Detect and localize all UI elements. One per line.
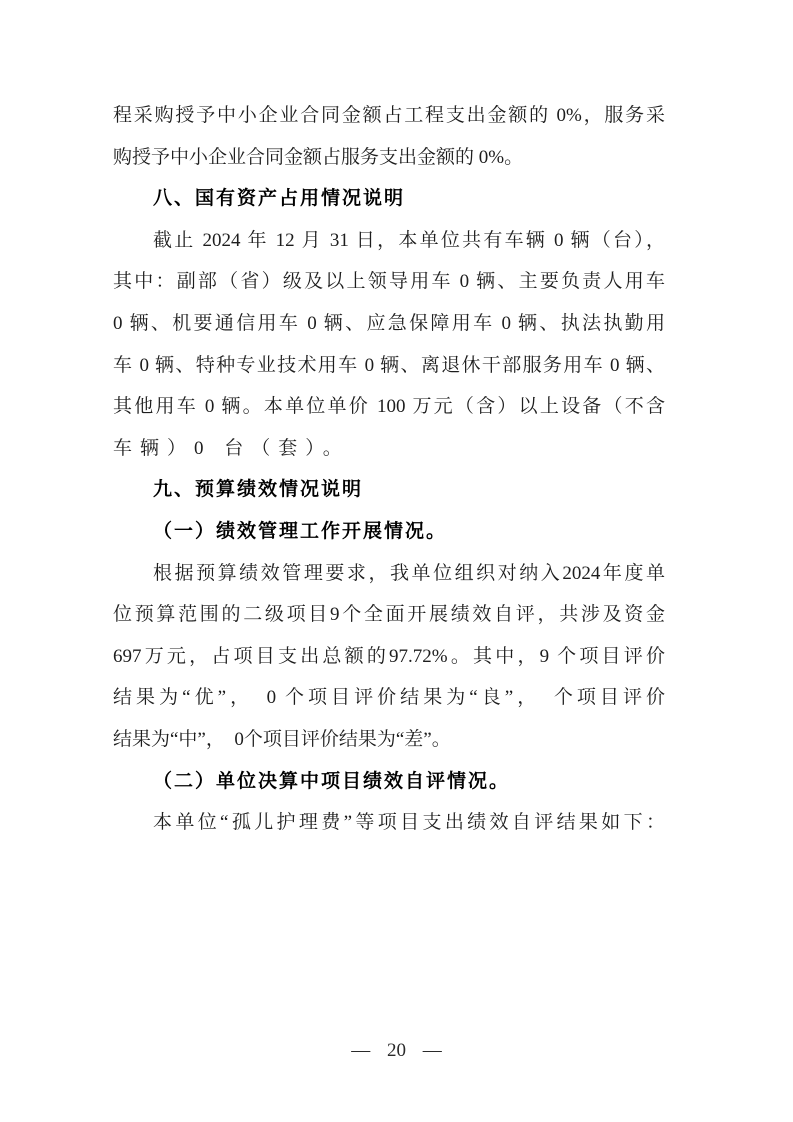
body-line: 0 辆、机要通信用车 0 辆、应急保障用车 0 辆、执法执勤用	[113, 312, 665, 334]
body-line: 结果为“优”， 0 个项目评价结果为“良”， 个项目评价	[113, 687, 665, 709]
body-line: 截止 2024 年 12 月 31 日，本单位共有车辆 0 辆（台），	[153, 229, 665, 251]
body-line: 车 0 辆、特种专业技术用车 0 辆、离退休干部服务用车 0 辆、	[113, 354, 665, 376]
body-line: 根据预算绩效管理要求，我单位组织对纳入2024年度单	[153, 562, 665, 584]
body-line: 车辆）0 台（套）。	[113, 437, 350, 459]
page-number: — 20 —	[351, 1040, 442, 1061]
body-line: 结果为“中”， 0个项目评价结果为“差”。	[113, 728, 451, 750]
subsection-heading-2: （二）单位决算中项目绩效自评情况。	[153, 770, 511, 792]
body-line: 位预算范围的二级项目9个全面开展绩效自评，共涉及资金	[113, 604, 665, 626]
body-line: 程采购授予中小企业合同金额占工程支出金额的 0%，服务采	[113, 105, 665, 126]
page-content	[113, 95, 665, 844]
body-line: 购授予中小企业合同金额占服务支出金额的 0%。	[113, 146, 524, 168]
body-line: 本单位“孤儿护理费”等项目支出绩效自评结果如下：	[153, 812, 665, 834]
subsection-heading-1: （一）绩效管理工作开展情况。	[153, 520, 448, 542]
body-line: 697万元，占项目支出总额的97.72%。其中，9 个项目评价	[113, 645, 665, 667]
body-line: 其中：副部（省）级及以上领导用车 0 辆、主要负责人用车	[113, 271, 665, 293]
section-heading-viii: 八、国有资产占用情况说明	[153, 188, 406, 210]
section-heading-ix: 九、预算绩效情况说明	[153, 479, 364, 501]
body-line: 其他用车 0 辆。本单位单价 100 万元（含）以上设备（不含	[113, 396, 665, 418]
